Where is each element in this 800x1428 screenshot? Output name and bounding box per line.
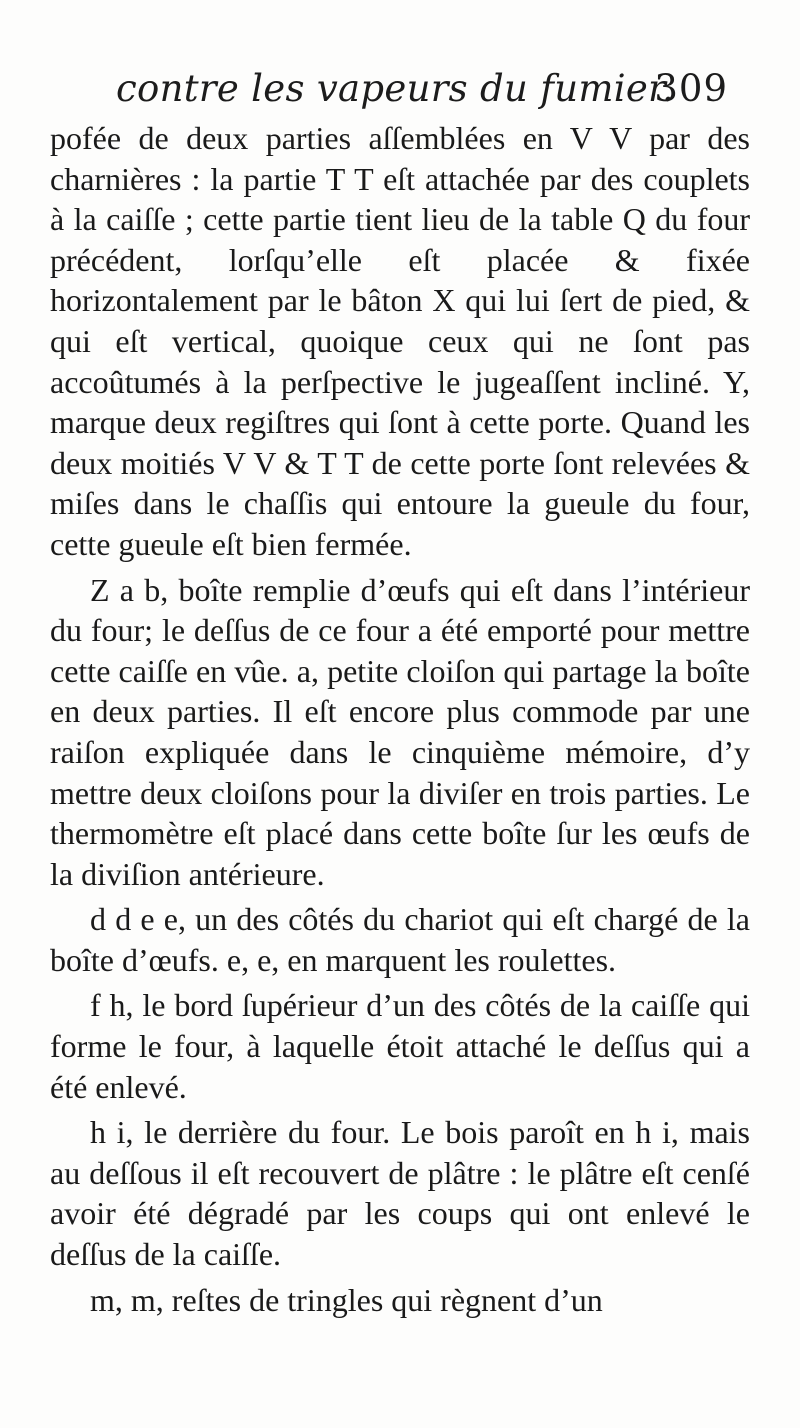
body-text: [50, 118, 750, 1325]
paragraph-f-h: f h, le bord ſupérieur d’un des côtés de la caiſſe qui forme le four, à laquelle étoit attaché le deſſus qui a été enlevé.: [50, 987, 750, 1105]
paragraph-z-a-b: Z a b, boîte remplie d’œufs qui eſt dans l’intérieur du four; le deſſus de ce four a été emporté pour mettre cette caiſſe en vûe. a, petite cloiſon qui partage la boîte en deux parties. Il eſt encore plus commode par une raiſon expliquée dans le cinquième mémoire, d’y mettre deux cloiſons pour la diviſer en trois parties. Le thermomètre eſt placé dans cette boîte ſur les œufs de la diviſion antérieure.: [50, 571, 750, 892]
running-head: contre les vapeurs du fumier.: [116, 67, 675, 110]
paragraph-d-d-e-e: d d e e, un des côtés du chariot qui eſt chargé de la boîte d’œufs. e, e, en marquent les roulettes.: [50, 901, 750, 978]
page-number: 309: [654, 67, 728, 110]
page-header: [96, 66, 728, 116]
paragraph-m-m: m, m, reſtes de tringles qui règnent d’un: [90, 1281, 603, 1318]
paragraph-h-i: h i, le derrière du four. Le bois paroît en h i, mais au deſſous il eſt recouvert de plâtre : le plâtre eſt cenſé avoir été dégradé par les coups qui ont enlevé le deſſus de la caiſſe.: [50, 1114, 750, 1273]
paragraph-continuation: pofée de deux parties aſſemblées en V V par des charnières : la partie T T eſt attachée par des couplets à la caiſſe ; cette partie tient lieu de la table Q du four précédent, lorſqu’elle eſt placée & fixée horizontalement par le bâton X qui lui ſert de pied, & qui eſt vertical, quoique ceux qui ne ſont pas accoûtumés à la perſpective le jugeaſſent incliné. Y, marque deux regiſtres qui ſont à cette porte. Quand les deux moitiés V V & T T de cette porte ſont relevées & miſes dans le chaſſis qui entoure la gueule du four, cette gueule eſt bien fermée.: [50, 120, 750, 562]
